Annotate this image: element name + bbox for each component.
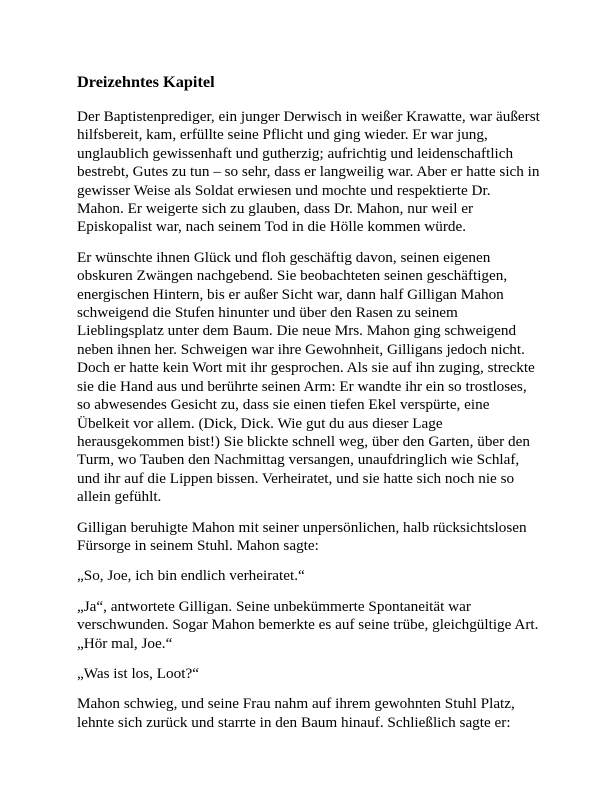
text-line: lehnte sich zurück und starrte in den Baum hinauf. Schließlich sagte er:: [77, 713, 511, 731]
text-line: „Was ist los, Loot?“: [77, 664, 199, 682]
paragraph-3: [77, 519, 542, 556]
paragraph-5: [77, 598, 542, 653]
text-line: Übelkeit vor allem. (Dick, Dick. Wie gut du aus dieser Lage: [77, 414, 443, 432]
text-line: Turm, wo Tauben den Nachmittag versangen, unaufdringlich wie Schlaf,: [77, 451, 520, 469]
text-line: allein gefühlt.: [77, 488, 162, 506]
paragraph-7: [77, 695, 542, 732]
text-line: bestrebt, Gutes zu tun – so sehr, dass er langweilig war. Aber er hatte sich in: [77, 163, 540, 181]
text-line: Gilligan beruhigte Mahon mit seiner unpersönlichen, halb rücksichtslosen: [77, 518, 527, 536]
text-line: unglaublich gewissenhaft und gutherzig; aufrichtig und leidenschaftlich: [77, 144, 514, 162]
text-line: verschwunden. Sogar Mahon bemerkte es auf seine trübe, gleichgültige Art.: [77, 616, 539, 634]
text-line: neben ihnen her. Schweigen war ihre Gewohnheit, Gilligans jedoch nicht.: [77, 340, 525, 358]
text-line: energischen Hintern, bis er außer Sicht war, dann half Gilligan Mahon: [77, 285, 504, 303]
text-line: so abwesendes Gesicht zu, dass sie einen tiefen Ekel verspürte, eine: [77, 396, 490, 414]
text-line: Er wünschte ihnen Glück und floh geschäftig davon, seinen eigenen: [77, 248, 491, 266]
text-line: „So, Joe, ich bin endlich verheiratet.“: [77, 567, 305, 585]
paragraph-4: [77, 567, 542, 585]
text-line: Episkopalist war, nach seinem Tod in die Hölle kommen würde.: [77, 218, 467, 236]
text-line: obskuren Zwängen nachgebend. Sie beobachteten seinen geschäftigen,: [77, 267, 508, 285]
text-line: schweigend die Stufen hinunter und über den Rasen zu seinem: [77, 304, 458, 322]
text-line: Mahon schwieg, und seine Frau nahm auf ihrem gewohnten Stuhl Platz,: [77, 695, 515, 713]
chapter-title: Dreizehntes Kapitel: [77, 72, 215, 91]
document-page: [77, 72, 542, 744]
text-line: sie die Hand aus und berührte seinen Arm: Er wandte ihr ein so trostloses,: [77, 377, 527, 395]
text-line: Der Baptistenprediger, ein junger Derwisch in weißer Krawatte, war äußerst: [77, 108, 540, 125]
paragraph-6: [77, 665, 542, 683]
text-line: Fürsorge in seinem Stuhl. Mahon sagte:: [77, 536, 319, 554]
text-line: „Ja“, antwortete Gilligan. Seine unbekümmerte Spontaneität war: [77, 597, 471, 615]
text-line: Mahon. Er weigerte sich zu glauben, dass Dr. Mahon, nur weil er: [77, 200, 474, 218]
text-line: und ihr auf die Lippen bissen. Verheiratet, und sie hatte sich noch nie so: [77, 469, 515, 487]
text-line: hilfsbereit, kam, erfüllte seine Pflicht und ging wieder. Er war jung,: [77, 126, 488, 144]
paragraph-2: [77, 249, 542, 507]
text-line: gewisser Weise als Soldat erwiesen und mochte und respektierte Dr.: [77, 181, 491, 199]
text-line: „Hör mal, Joe.“: [77, 634, 173, 652]
text-line: Doch er hatte kein Wort mit ihr gesprochen. Als sie auf ihn zuging, streckte: [77, 359, 535, 377]
text-line: herausgekommen bist!) Sie blickte schnell weg, über den Garten, über den: [77, 432, 530, 450]
text-line: Lieblingsplatz unter dem Baum. Die neue Mrs. Mahon ging schweigend: [77, 322, 517, 340]
paragraph-1: [77, 108, 542, 237]
